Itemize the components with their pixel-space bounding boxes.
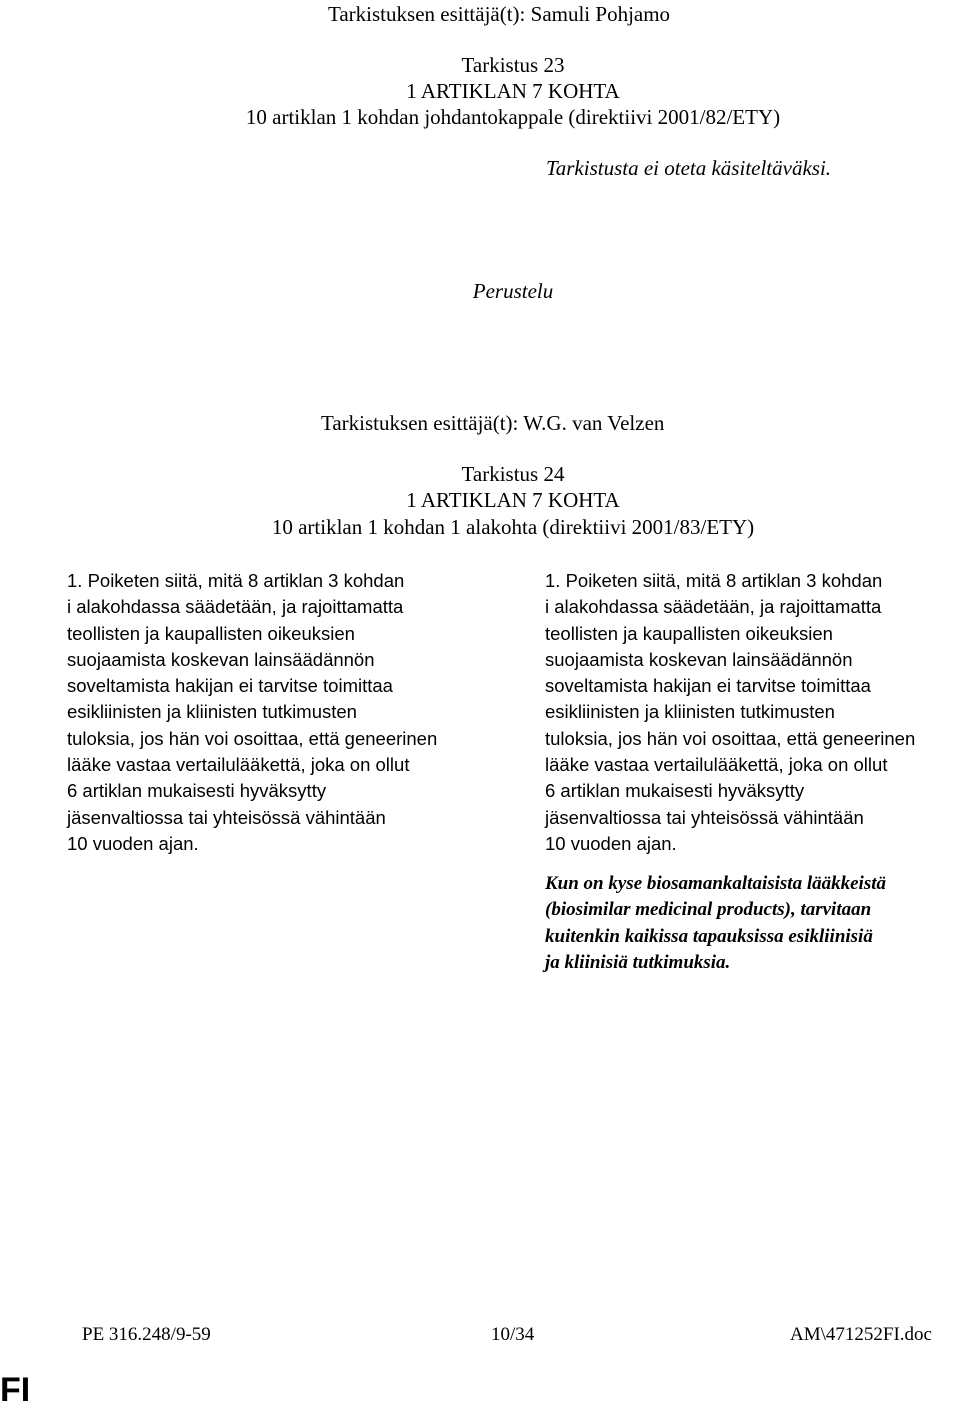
amended-text-line: lääke vastaa vertailulääkettä, joka on ollut xyxy=(545,754,888,776)
language-code: FI xyxy=(0,1371,31,1409)
amended-text-line: 1. Poiketen siitä, mitä 8 artiklan 3 kohdan xyxy=(545,570,883,591)
amended-text-line: jäsenvaltiossa tai yhteisössä vähintään xyxy=(545,806,864,828)
added-text-line: Kun on kyse biosamankaltaisista lääkkeistä xyxy=(545,873,886,894)
amended-text-line: tuloksia, jos hän voi osoittaa, että geneerinen xyxy=(545,727,916,749)
amended-text-line: teollisten ja kaupallisten oikeuksien xyxy=(545,622,833,644)
added-text-line: (biosimilar medicinal products), tarvitaan xyxy=(545,899,872,921)
added-amendment-text xyxy=(545,871,957,976)
amendment-number-24: Tarkistus 24 xyxy=(461,462,565,486)
original-text-line: suojaamista koskevan lainsäädännön xyxy=(67,648,375,670)
amended-text-line: 10 vuoden ajan. xyxy=(545,832,677,854)
footer-page-number: 10/34 xyxy=(491,1324,535,1345)
added-text-line: kuitenkin kaikissa tapauksissa esikliinisiä xyxy=(545,925,873,947)
original-text-column xyxy=(67,568,487,857)
amended-text-line: 6 artiklan mukaisesti hyväksytty xyxy=(545,780,805,802)
original-text-line: soveltamista hakijan ei tarvitse toimittaa xyxy=(67,675,393,697)
original-text-line: 10 vuoden ajan. xyxy=(67,832,199,854)
amended-text-line: i alakohdassa säädetään, ja rajoittamatta xyxy=(545,596,882,618)
original-text-line: tuloksia, jos hän voi osoittaa, että geneerinen xyxy=(67,727,438,749)
original-text-line: teollisten ja kaupallisten oikeuksien xyxy=(67,622,355,644)
author-line-1: Tarkistuksen esittäjä(t): Samuli Pohjamo xyxy=(328,2,671,26)
footer-file-name: AM\471252FI.doc xyxy=(790,1324,932,1345)
justification-heading: Perustelu xyxy=(472,279,554,303)
article-heading-23: 1 ARTIKLAN 7 KOHTA xyxy=(406,79,620,103)
footer-doc-ref: PE 316.248/9-59 xyxy=(82,1324,211,1345)
inadmissible-note: Tarkistusta ei oteta käsiteltäväksi. xyxy=(546,156,832,180)
reference-heading-23: 10 artiklan 1 kohdan johdantokappale (direktiivi 2001/82/ETY) xyxy=(245,105,781,129)
original-text-line: jäsenvaltiossa tai yhteisössä vähintään xyxy=(67,806,386,828)
amended-text-column xyxy=(545,568,957,857)
amendment-number-23: Tarkistus 23 xyxy=(461,53,565,77)
original-text-line: lääke vastaa vertailulääkettä, joka on ollut xyxy=(67,754,410,776)
author-line-2: Tarkistuksen esittäjä(t): W.G. van Velzen xyxy=(321,411,665,435)
original-text-line: esikliinisten ja kliinisten tutkimusten xyxy=(67,701,357,723)
original-text-line: 1. Poiketen siitä, mitä 8 artiklan 3 kohdan xyxy=(67,570,405,591)
amended-text-line: esikliinisten ja kliinisten tutkimusten xyxy=(545,701,835,723)
original-text-line: i alakohdassa säädetään, ja rajoittamatta xyxy=(67,596,404,618)
added-text-line: ja kliinisiä tutkimuksia. xyxy=(545,951,731,973)
amended-text-line: soveltamista hakijan ei tarvitse toimittaa xyxy=(545,675,871,697)
amended-text-line: suojaamista koskevan lainsäädännön xyxy=(545,648,853,670)
article-heading-24: 1 ARTIKLAN 7 KOHTA xyxy=(406,488,620,512)
reference-heading-24: 10 artiklan 1 kohdan 1 alakohta (direktiivi 2001/83/ETY) xyxy=(271,515,755,539)
original-text-line: 6 artiklan mukaisesti hyväksytty xyxy=(67,780,327,802)
